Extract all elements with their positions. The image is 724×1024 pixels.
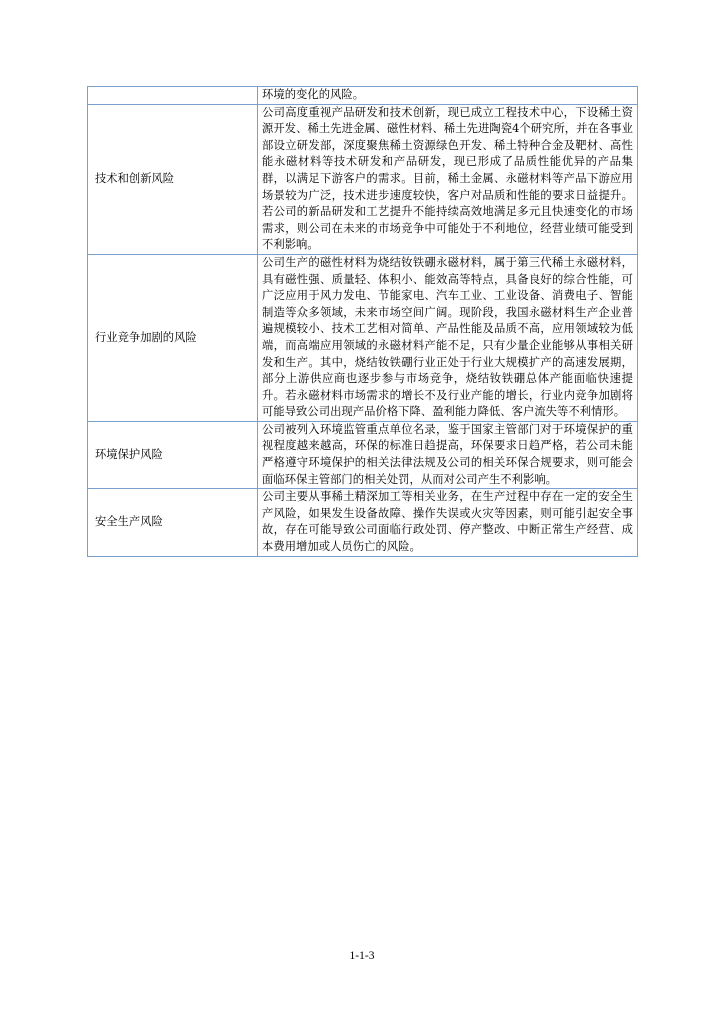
table-row bbox=[88, 489, 638, 556]
risk-name-cell: 行业竞争加剧的风险 bbox=[88, 254, 258, 421]
risk-description-cell: 公司高度重视产品研发和技术创新，现已成立工程技术中心，下设稀土资源开发、稀土先进金属、磁性材料、稀土先进陶瓷4个研究所，并在各事业部设立研发部，深度聚焦稀土资源绿色开发、稀土特种合金及靶材、高性能永磁材料等技术研发和产品研发，现已形成了品质性能优异的产品集群，以满足下游客户的需求。目前，稀土金属、永磁材料等产品下游应用场景较为广泛，技术进步速度较快，客户对品质和性能的要求日益提升。若公司的新品研发和工艺提升不能持续高效地满足多元且快速变化的市场需求，则公司在未来的市场竞争中可能处于不利地位，经营业绩可能受到不利影响。 bbox=[258, 104, 638, 254]
table-row bbox=[88, 104, 638, 254]
risk-description-cell: 公司生产的磁性材料为烧结钕铁硼永磁材料，属于第三代稀土永磁材料，具有磁性强、质量轻、体积小、能效高等特点，具备良好的综合性能，可广泛应用于风力发电、节能家电、汽车工业、工业设备、消费电子、智能制造等众多领域，未来市场空间广阔。现阶段，我国永磁材料生产企业普遍规模较小、技术工艺相对简单、产品性能及品质不高，应用领域较为低端，而高端应用领域的永磁材料产能不足，只有少量企业能够从事相关研发和生产。其中，烧结钕铁硼行业正处于行业大规模扩产的高速发展期，部分上游供应商也逐步参与市场竞争，烧结钕铁硼总体产能面临快速提升。若永磁材料市场需求的增长不及行业产能的增长，行业内竞争加剧将可能导致公司出现产品价格下降、盈利能力降低、客户流失等不利情形。 bbox=[258, 254, 638, 421]
risk-description-cell: 公司主要从事稀土精深加工等相关业务，在生产过程中存在一定的安全生产风险，如果发生设备故障、操作失误或火灾等因素，则可能引起安全事故，存在可能导致公司面临行政处罚、停产整改、中断正常生产经营、成本费用增加或人员伤亡的风险。 bbox=[258, 489, 638, 556]
page-number: 1-1-3 bbox=[349, 950, 375, 962]
risk-name-cell bbox=[88, 87, 258, 105]
risk-description-cell: 环境的变化的风险。 bbox=[258, 87, 638, 105]
risk-factor-table bbox=[87, 86, 638, 557]
table-row bbox=[88, 87, 638, 105]
risk-name-cell: 环境保护风险 bbox=[88, 421, 258, 488]
risk-description-cell: 公司被列入环境监管重点单位名录，鉴于国家主管部门对于环境保护的重视程度越来越高，环保的标准日趋提高，环保要求日趋严格，若公司未能严格遵守环境保护的相关法律法规及公司的相关环保合规要求，则可能会面临环保主管部门的相关处罚，从而对公司产生不利影响。 bbox=[258, 421, 638, 488]
risk-name-cell: 安全生产风险 bbox=[88, 489, 258, 556]
table-row bbox=[88, 254, 638, 421]
risk-name-cell: 技术和创新风险 bbox=[88, 104, 258, 254]
table-row bbox=[88, 421, 638, 488]
